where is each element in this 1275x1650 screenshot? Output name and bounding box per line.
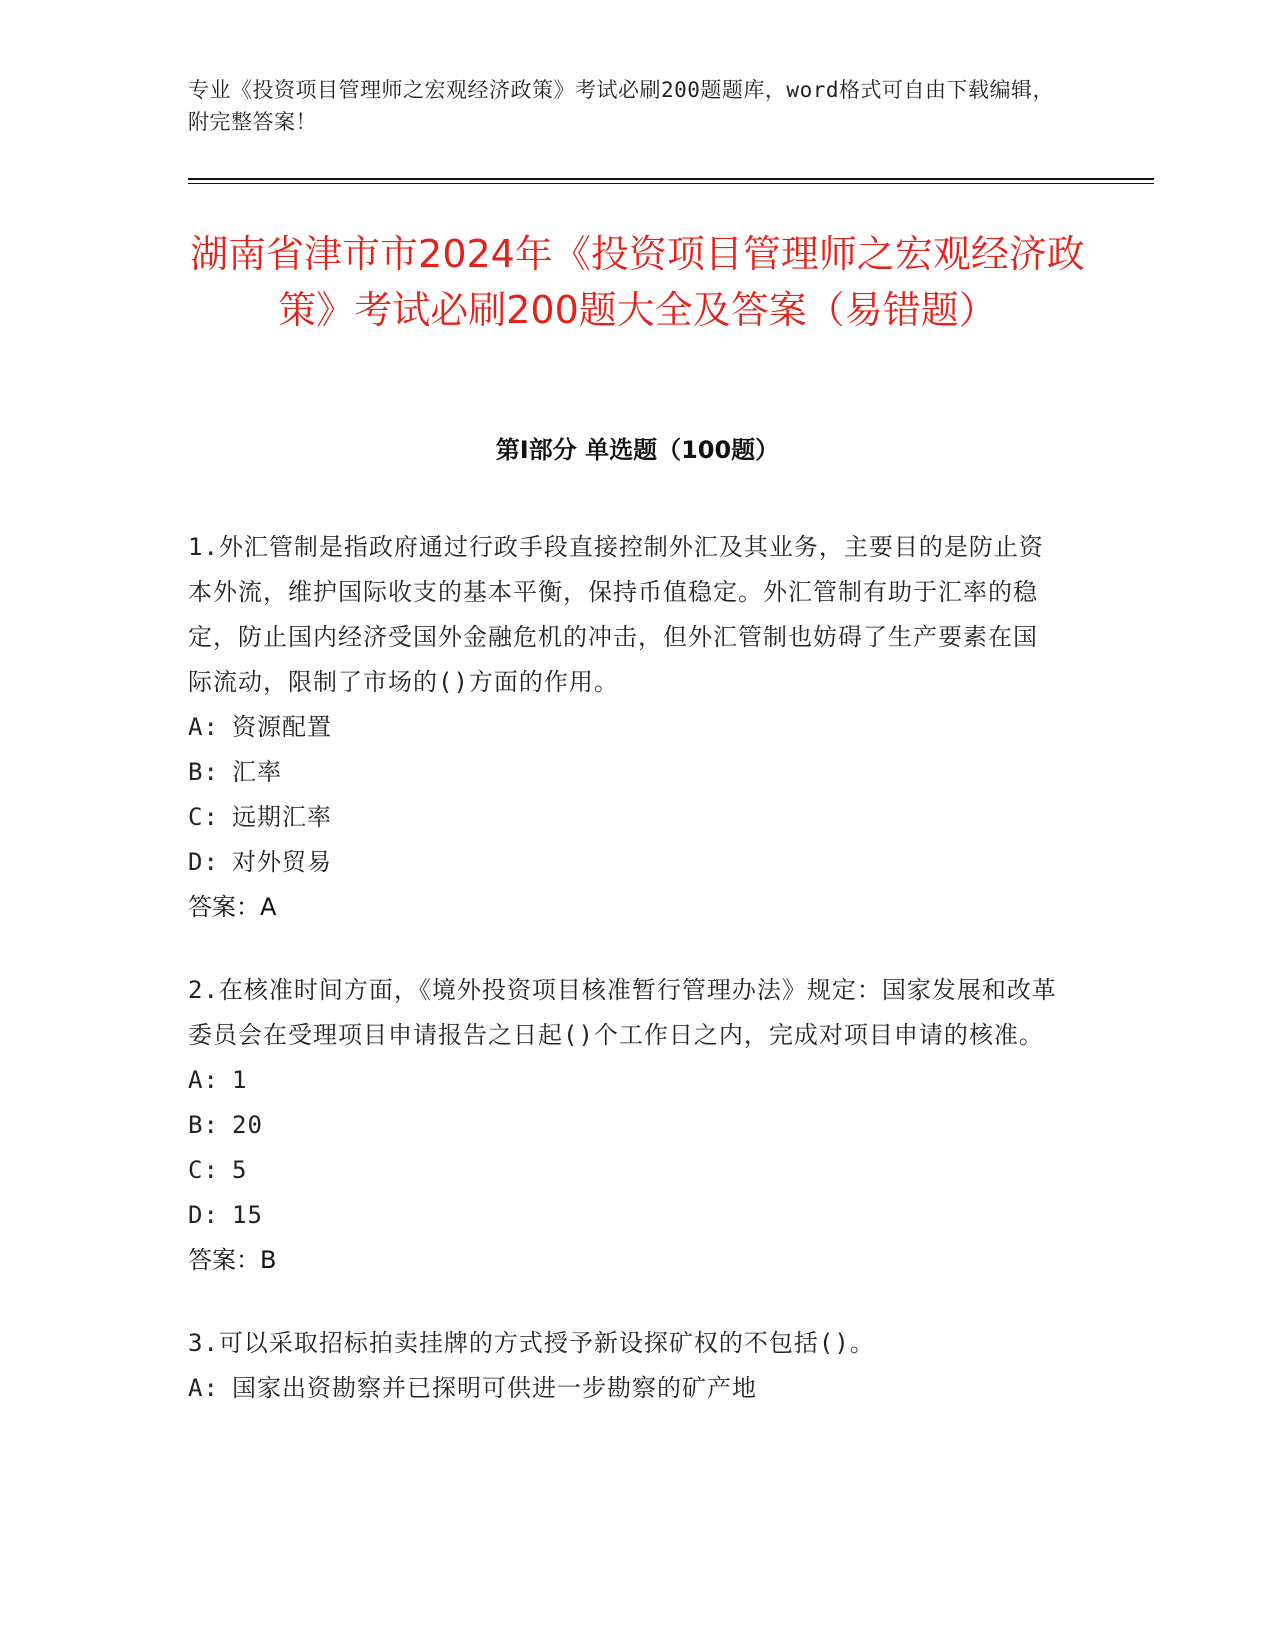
option-key: D: [188, 848, 219, 876]
option-text: 1 [232, 1066, 248, 1094]
option-key: B: [188, 758, 219, 786]
option-text: 汇率 [232, 758, 282, 786]
question-answer: 答案：A [188, 893, 277, 921]
option-key: C: [188, 803, 219, 831]
option-a [188, 1366, 1058, 1411]
option-d [188, 1193, 1058, 1238]
option-key: D: [188, 1201, 219, 1229]
option-c [188, 795, 1058, 840]
question-answer: 答案：B [188, 1246, 277, 1274]
section-title: 第Ⅰ部分 单选题（100题） [495, 436, 780, 464]
header-divider-thin [188, 183, 1154, 184]
document-title: 湖南省津市市2024年《投资项目管理师之宏观经济政策》考试必刷200题大全及答案（易错题） [190, 232, 1085, 332]
question-stem: 2.在核准时间方面，《境外投资项目核准暂行管理办法》规定：国家发展和改革委员会在受理项目申请报告之日起()个工作日之内，完成对项目申请的核准。 [188, 976, 1057, 1049]
option-text: 资源配置 [232, 713, 332, 741]
question-stem: 3.可以采取招标拍卖挂牌的方式授予新设探矿权的不包括()。 [188, 1329, 875, 1357]
option-text: 20 [232, 1111, 263, 1139]
option-a [188, 705, 1058, 750]
option-text: 15 [232, 1201, 263, 1229]
option-key: A: [188, 1066, 219, 1094]
header-note: 专业《投资项目管理师之宏观经济政策》考试必刷200题题库，word格式可自由下载编辑，附完整答案！ [188, 78, 1054, 134]
question-list [188, 525, 1058, 1449]
option-key: B: [188, 1111, 219, 1139]
header-divider-thick [188, 178, 1154, 180]
option-c [188, 1148, 1058, 1193]
option-text: 对外贸易 [232, 848, 332, 876]
option-text: 5 [232, 1156, 248, 1184]
option-b [188, 1103, 1058, 1148]
question-stem: 1.外汇管制是指政府通过行政手段直接控制外汇及其业务，主要目的是防止资本外流，维护国际收支的基本平衡，保持币值稳定。外汇管制有助于汇率的稳定，防止国内经济受国外金融危机的冲击，但外汇管制也妨碍了生产要素在国际流动，限制了市场的()方面的作用。 [188, 533, 1044, 696]
question-3 [188, 1321, 1058, 1411]
option-d [188, 840, 1058, 885]
question-1 [188, 525, 1058, 930]
option-a [188, 1058, 1058, 1103]
option-key: A: [188, 713, 219, 741]
option-key: A: [188, 1374, 219, 1402]
option-b [188, 750, 1058, 795]
option-text: 国家出资勘察并已探明可供进一步勘察的矿产地 [232, 1374, 757, 1402]
option-text: 远期汇率 [232, 803, 332, 831]
question-2 [188, 968, 1058, 1283]
option-key: C: [188, 1156, 219, 1184]
